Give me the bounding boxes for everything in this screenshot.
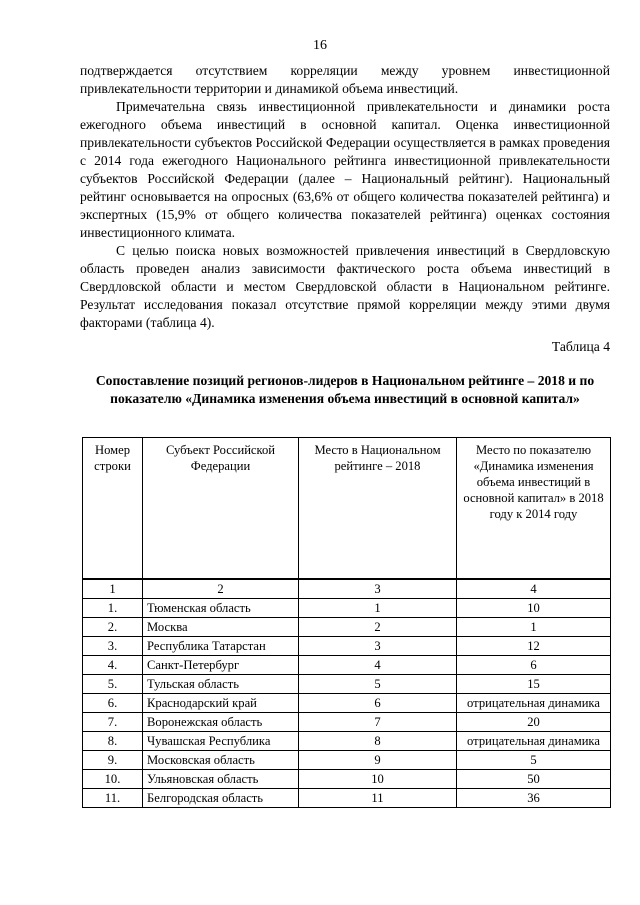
region-cell: Краснодарский край <box>143 694 299 713</box>
rating-cell: 8 <box>299 732 457 751</box>
region-cell: Санкт-Петербург <box>143 656 299 675</box>
region-cell: Москва <box>143 618 299 637</box>
table-row <box>83 675 611 694</box>
table-row <box>83 770 611 789</box>
table-row <box>83 599 611 618</box>
table-row <box>83 637 611 656</box>
column-number: 4 <box>457 579 611 599</box>
rating-cell: 9 <box>299 751 457 770</box>
dynamics-cell: 36 <box>457 789 611 808</box>
row-number-cell: 2. <box>83 618 143 637</box>
column-number-row <box>83 579 611 599</box>
rating-cell: 7 <box>299 713 457 732</box>
rating-cell: 6 <box>299 694 457 713</box>
dynamics-cell: отрицательная динамика <box>457 732 611 751</box>
row-number-cell: 4. <box>83 656 143 675</box>
page-number: 16 <box>313 38 327 53</box>
header-investment-dynamics: Место по показателю «Динамика изменения объема инвестиций в основной капитал» в 2018 году к 2014 году <box>457 438 611 580</box>
row-number-cell: 8. <box>83 732 143 751</box>
rating-cell: 2 <box>299 618 457 637</box>
table-row <box>83 713 611 732</box>
table-row <box>83 656 611 675</box>
column-number: 1 <box>83 579 143 599</box>
dynamics-cell: отрицательная динамика <box>457 694 611 713</box>
table-row <box>83 732 611 751</box>
region-cell: Ульяновская область <box>143 770 299 789</box>
table-title: Сопоставление позиций регионов-лидеров в Национальном рейтинге – 2018 и по показателю «Динамика изменения объема инвестиций в основной капитал» <box>95 373 595 406</box>
dynamics-cell: 50 <box>457 770 611 789</box>
rating-cell: 4 <box>299 656 457 675</box>
row-number-cell: 10. <box>83 770 143 789</box>
region-cell: Республика Татарстан <box>143 637 299 656</box>
paragraph: С целью поиска новых возможностей привлечения инвестиций в Свердловскую область проведен анализ зависимости фактического роста объема инвестиций в Свердловской области и местом Свердловской области в Национальном рейтинге. Результат исследования показал отсутствие прямой корреляции между этими двумя факторами (таблица 4). <box>80 243 610 330</box>
rating-cell: 11 <box>299 789 457 808</box>
row-number-cell: 7. <box>83 713 143 732</box>
rating-cell: 3 <box>299 637 457 656</box>
region-cell: Тульская область <box>143 675 299 694</box>
dynamics-cell: 20 <box>457 713 611 732</box>
table-row <box>83 694 611 713</box>
column-number: 2 <box>143 579 299 599</box>
row-number-cell: 1. <box>83 599 143 618</box>
header-region: Субъект Российской Федерации <box>143 438 299 580</box>
table-label: Таблица 4 <box>551 339 610 354</box>
column-number: 3 <box>299 579 457 599</box>
paragraph: подтверждается отсутствием корреляции между уровнем инвестиционной привлекательности территории и динамикой объема инвестиций. <box>80 63 610 96</box>
dynamics-cell: 12 <box>457 637 611 656</box>
row-number-cell: 3. <box>83 637 143 656</box>
region-cell: Чувашская Республика <box>143 732 299 751</box>
rating-cell: 1 <box>299 599 457 618</box>
region-cell: Тюменская область <box>143 599 299 618</box>
region-cell: Московская область <box>143 751 299 770</box>
row-number-cell: 6. <box>83 694 143 713</box>
row-number-cell: 5. <box>83 675 143 694</box>
table-row <box>83 789 611 808</box>
dynamics-cell: 5 <box>457 751 611 770</box>
dynamics-cell: 1 <box>457 618 611 637</box>
comparison-table <box>82 437 611 808</box>
region-cell: Белгородская область <box>143 789 299 808</box>
region-cell: Воронежская область <box>143 713 299 732</box>
header-national-rating: Место в Национальном рейтинге – 2018 <box>299 438 457 580</box>
dynamics-cell: 6 <box>457 656 611 675</box>
rating-cell: 10 <box>299 770 457 789</box>
paragraph: Примечательна связь инвестиционной привлекательности и динамики роста ежегодного объема инвестиций в основной капитал. Оценка инвестиционной привлекательности субъектов Российской Федерации осуществляется в рамках проведения с 2014 года ежегодного Национального рейтинга инвестиционной привлекательности субъектов Российской Федерации (далее – Национальный рейтинг). Национальный рейтинг основывается на опросных (63,6% от общего количества показателей рейтинга) и экспертных (15,9% от общего количества показателей рейтинга) оценках состояния инвестиционного климата. <box>80 99 610 240</box>
table-row <box>83 751 611 770</box>
row-number-cell: 11. <box>83 789 143 808</box>
table-row <box>83 618 611 637</box>
table-header-row <box>83 438 611 580</box>
dynamics-cell: 10 <box>457 599 611 618</box>
body-text <box>80 62 610 332</box>
rating-cell: 5 <box>299 675 457 694</box>
dynamics-cell: 15 <box>457 675 611 694</box>
row-number-cell: 9. <box>83 751 143 770</box>
header-row-number: Номер строки <box>83 438 143 580</box>
